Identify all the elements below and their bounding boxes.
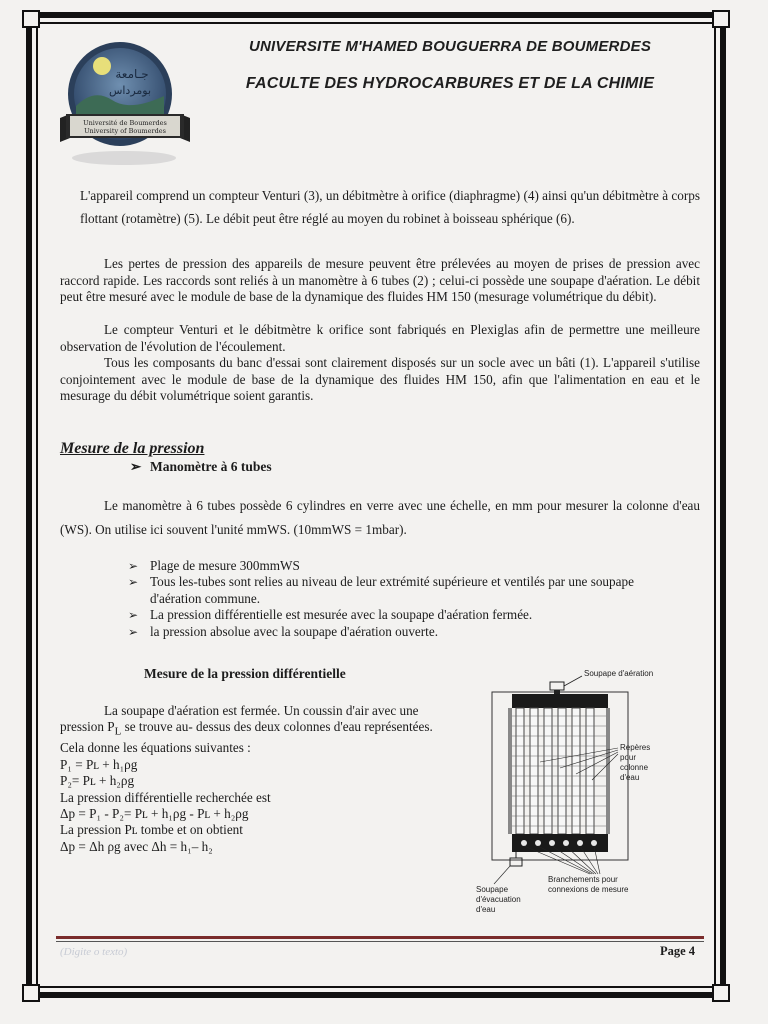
list-item: ➢ La pression différentielle est mesurée avec la soupape d'aération fermée. bbox=[128, 607, 688, 623]
svg-text:جـامعة: جـامعة bbox=[115, 67, 149, 81]
equation-p2: P₂= Pʟ + h₂ρg bbox=[60, 773, 135, 789]
footer-rule bbox=[56, 936, 704, 939]
border-corner bbox=[22, 984, 40, 1002]
faculty-name: FACULTE DES HYDROCARBURES ET DE LA CHIMIE bbox=[245, 75, 655, 92]
label-drain-valve: Soupape bbox=[476, 885, 509, 894]
list-item: ➢ Plage de mesure 300mmWS bbox=[128, 558, 688, 574]
svg-text:connexions de mesure: connexions de mesure bbox=[548, 885, 629, 894]
equation-result: Δp = Δh ρg avec Δh = h₁– h₂ bbox=[60, 838, 213, 854]
paragraph-apparatus: L'appareil comprend un compteur Venturi (3), un débitmètre à orifice (diaphragme) (4) ainsi qu'un débitmètre à corps flottant (rotamètre) (5). Le débit peut être réglé au moyen du robinet à boisseau sphérique (6). bbox=[80, 188, 700, 226]
equation-p1: P₁ = Pʟ + h₁ρg bbox=[60, 756, 138, 772]
equation-text: La pression Pʟ tombe et on obtient bbox=[60, 822, 243, 838]
subheading-manometer bbox=[130, 459, 272, 475]
label-marks: Repères bbox=[620, 743, 651, 752]
equation-text: La pression différentielle recherchée est bbox=[60, 789, 271, 805]
equation-block bbox=[60, 703, 460, 855]
paragraph-pressure-losses: Les pertes de pression des appareils de mesure peuvent être prélevées au moyen de prises de pression avec raccord rapide. Les raccords sont reliés à un manomètre à 6 tubes (2) ; celui-ci possède une soupape d'aération. Le débit peut être mesuré avec le module de base de la dynamique des fluides HM 150 (mesurage volumétrique du débit). bbox=[60, 256, 700, 305]
paragraph-components: Tous les composants du banc d'essai sont clairement disposés sur un socle avec un bâti (1). L'appareil s'utilise conjointement avec le module de base de la dynamique des fluides HM 150, afin que l'alimentation en eau et le mesurage du débit volumétrique soient garantis. bbox=[60, 355, 700, 404]
svg-text:بومرداس: بومرداس bbox=[108, 84, 152, 97]
border-corner bbox=[712, 984, 730, 1002]
university-name: UNIVERSITE M'HAMED BOUGUERRA DE BOUMERDES bbox=[248, 38, 652, 55]
page-number: Page 4 bbox=[660, 944, 696, 958]
svg-text:colonne: colonne bbox=[620, 763, 649, 772]
label-connections: Branchements pour bbox=[548, 875, 618, 884]
bullet-list bbox=[128, 558, 688, 640]
equation-intro: La soupape d'aération est fermée. Un coussin d'air avec une pression $P_L$ se trouve au- dessus des deux colonnes d'eau représentées. bbox=[60, 703, 433, 739]
list-item: ➢ la pression absolue avec la soupape d'aération ouverte. bbox=[128, 624, 688, 640]
border-corner bbox=[22, 10, 40, 28]
equation-text: Cela donne les équations suivantes : bbox=[60, 740, 251, 756]
logo-text-2: University of Boumerdes bbox=[84, 127, 166, 135]
border-corner bbox=[712, 10, 730, 28]
footer-placeholder-text: (Digite o texto) bbox=[60, 946, 128, 958]
manometer-diagram bbox=[470, 664, 702, 924]
svg-text:d'eau: d'eau bbox=[620, 773, 640, 782]
paragraph-manometer: Le manomètre à 6 tubes possède 6 cylindres en verre avec une échelle, en mm pour mesurer la colonne d'eau (WS). On utilise ici souvent l'unité mmWS. (10mmWS = 1mbar). bbox=[60, 498, 700, 537]
paragraph-venturi: Le compteur Venturi et le débitmètre k orifice sont fabriqués en Plexiglas afin de permettre une meilleure observation de l'évolution de l'écoulement. bbox=[60, 322, 700, 354]
subsection-title: Mesure de la pression différentielle bbox=[144, 666, 346, 681]
arrow-bullet-icon: ➢ bbox=[130, 459, 142, 474]
section-title: Mesure de la pression bbox=[60, 440, 205, 457]
subheading-text: Manomètre à 6 tubes bbox=[150, 459, 272, 474]
university-logo bbox=[54, 36, 200, 172]
list-item: ➢ Tous les-tubes sont relies au niveau de leur extrémité supérieure et ventilés par une soupape d'aération commune. bbox=[128, 574, 688, 607]
equation-delta-p: Δp = P₁ - P₂= Pʟ + h₁ρg - Pʟ + h₂ρg bbox=[60, 806, 249, 822]
svg-text:d'évacuation: d'évacuation bbox=[476, 895, 521, 904]
footer-rule bbox=[56, 941, 704, 942]
svg-text:d'eau: d'eau bbox=[476, 905, 496, 914]
label-air-valve: Soupape d'aération bbox=[584, 669, 654, 678]
svg-text:pour: pour bbox=[620, 753, 637, 762]
logo-text-1: Université de Boumerdes bbox=[83, 119, 167, 127]
